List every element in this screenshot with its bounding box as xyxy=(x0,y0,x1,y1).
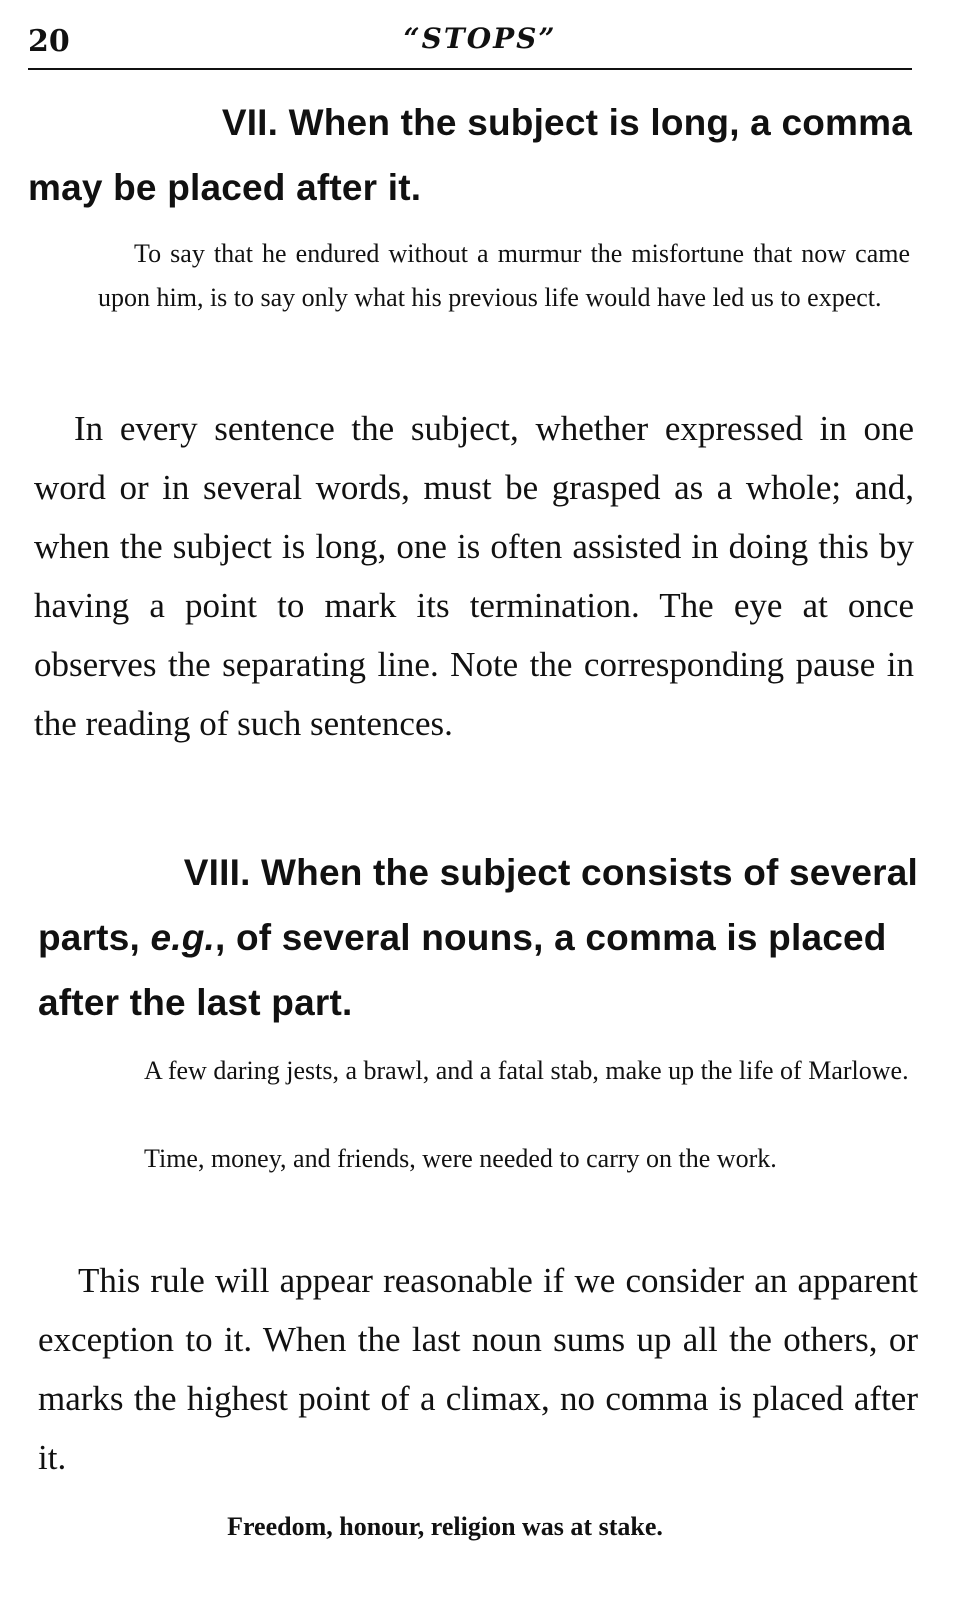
rule-viii-heading-line-2-start: parts, xyxy=(38,917,151,958)
header-rule xyxy=(28,68,912,70)
page-number: 20 xyxy=(28,24,70,59)
rule-viii-heading-line-1: VIII. When the subject consists of several xyxy=(183,852,918,893)
rule-viii-heading-line-2 xyxy=(38,905,918,970)
eg-abbreviation: e.g. xyxy=(150,917,215,958)
rule-viii-example-2: Time, money, and friends, were needed to carry on the work. xyxy=(144,1144,777,1173)
rule-viii-example-1: A few daring jests, a brawl, and a fatal stab, make up the life of Marlowe. xyxy=(144,1056,909,1085)
rule-viii-heading-line-3: after the last part. xyxy=(38,982,353,1023)
rule-viii-heading-line-2-end: , of several nouns, a comma is placed xyxy=(214,917,887,958)
rule-viii-heading xyxy=(38,840,918,1035)
running-head xyxy=(0,14,960,64)
rule-vii-heading-line-1: VII. When the subject is long, a comma xyxy=(221,102,912,143)
rule-vii-heading-line-2: may be placed after it. xyxy=(28,167,422,208)
explanation-paragraph-1: In every sentence the subject, whether expressed in one word or in several words, must be grasped as a whole; and, when the subject is long, one is often assisted in doing this by having a point to mark its termination. The eye at once observes the separating line. Note the corresponding pause in the reading of such sentences. xyxy=(34,409,914,743)
rule-vii-example: To say that he endured without a murmur the misfortune that now came upon him, is to say only what his previous life would have led us to expect. xyxy=(98,239,910,312)
rule-vii-heading xyxy=(28,90,912,220)
climax-example: Freedom, honour, religion was at stake. xyxy=(227,1512,663,1541)
explanation-paragraph-2: This rule will appear reasonable if we consider an apparent exception to it. When the last noun sums up all the others, or marks the highest point of a climax, no comma is placed after it. xyxy=(38,1261,918,1477)
running-title: “STOPS” xyxy=(403,22,557,55)
